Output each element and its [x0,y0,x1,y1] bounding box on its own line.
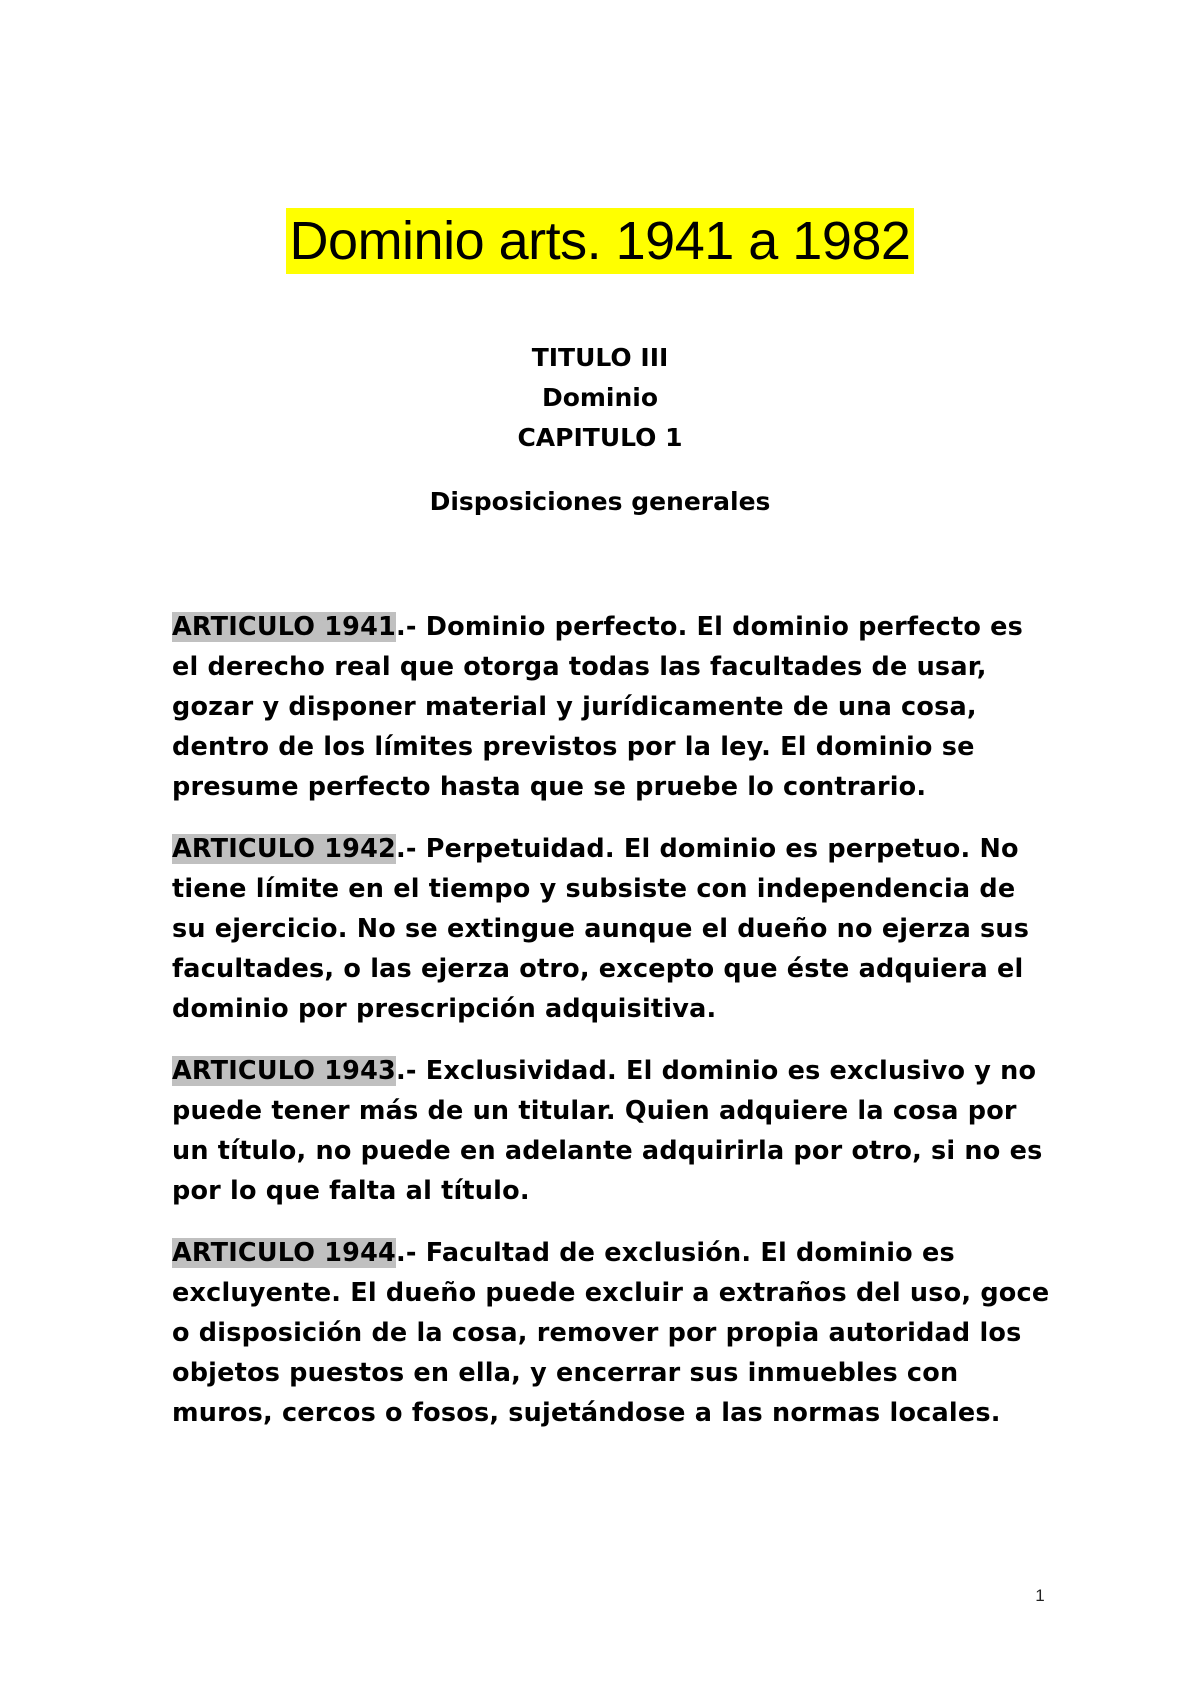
titulo-heading: TITULO III [531,343,669,372]
article-number: ARTICULO 1941 [172,612,396,642]
article-number: ARTICULO 1944 [172,1238,396,1268]
page-number: 1 [1035,1586,1045,1605]
article-number: ARTICULO 1942 [172,834,396,864]
document-title: Dominio arts. 1941 a 1982 [286,208,915,274]
titulo-name-heading: Dominio [541,383,659,412]
article-1943 [172,1051,1052,1211]
article-number: ARTICULO 1943 [172,1056,396,1086]
title-block [0,208,1200,274]
article-text: .- Dominio perfecto. El dominio perfecto es el derecho real que otorga todas las facultades de usar, gozar y disponer material y jurídicamente de una cosa, dentro de los límites previstos por la ley. El dominio se presume perfecto hasta que se pruebe lo contrario. [172,612,1024,802]
section-heading: Disposiciones generales [429,487,771,516]
article-text: .- Exclusividad. El dominio es exclusivo y no puede tener más de un titular. Quien adquiere la cosa por un título, no puede en adelante adquirirla por otro, si no es por lo que falta al título. [172,1056,1043,1206]
article-1944 [172,1233,1052,1433]
article-text: .- Facultad de exclusión. El dominio es excluyente. El dueño puede excluir a extraños del uso, goce o disposición de la cosa, remover por propia autoridad los objetos puestos en ella, y encerrar sus inmuebles con muros, cercos o fosos, sujetándose a las normas locales. [172,1238,1050,1428]
article-1941 [172,607,1052,807]
article-text: .- Perpetuidad. El dominio es perpetuo. No tiene límite en el tiempo y subsiste con independencia de su ejercicio. No se extingue aunque el dueño no ejerza sus facultades, o las ejerza otro, excepto que éste adquiera el dominio por prescripción adquisitiva. [172,834,1030,1024]
heading-block [0,338,1200,522]
capitulo-heading: CAPITULO 1 [517,423,683,452]
articles-list [172,607,1052,1455]
article-1942 [172,829,1052,1029]
